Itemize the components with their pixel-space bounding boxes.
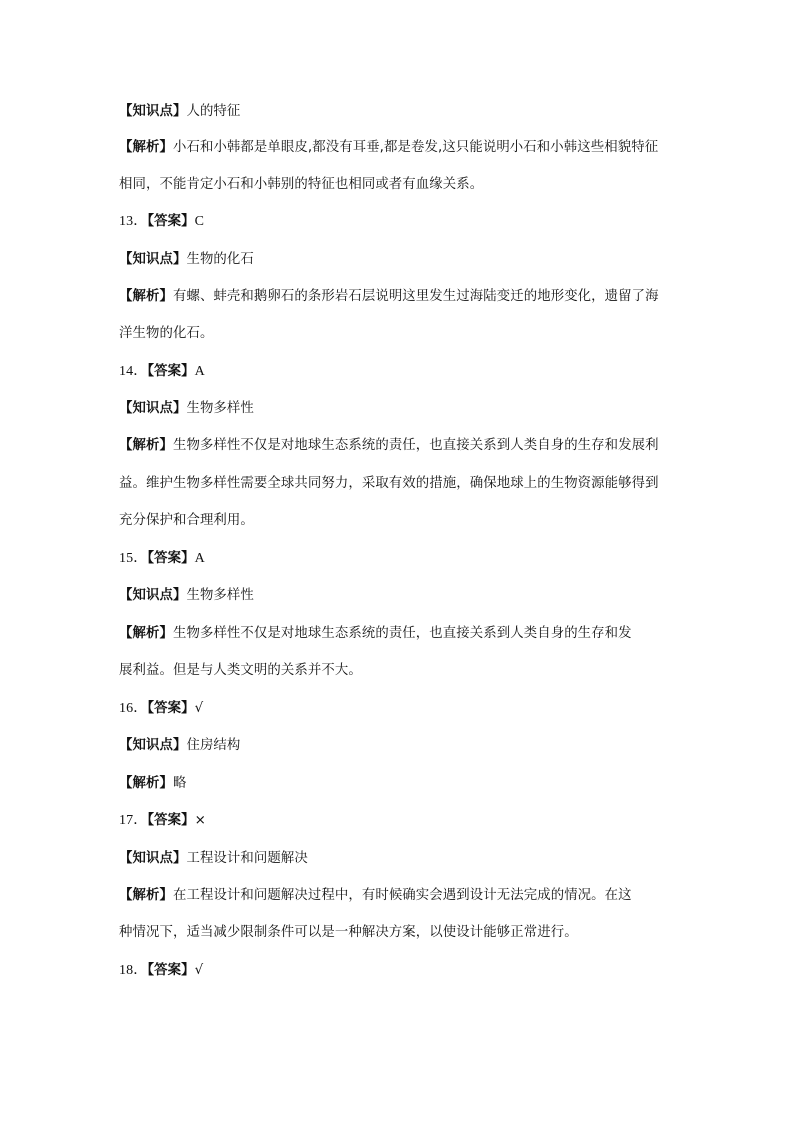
analysis-line-q15-2 bbox=[119, 661, 689, 681]
analysis-label: 【解析】 bbox=[119, 438, 173, 453]
analysis-line-q14-2 bbox=[119, 474, 689, 494]
analysis-text: 略 bbox=[172, 776, 187, 791]
answer-label: 【答案】 bbox=[147, 551, 195, 566]
analysis-text: 充分保护和合理利用。 bbox=[119, 513, 254, 528]
answer-line-q18 bbox=[119, 961, 689, 981]
answer-line-q13 bbox=[119, 212, 689, 232]
analysis-line-q13-1 bbox=[119, 287, 689, 307]
answer-value: × bbox=[194, 813, 206, 828]
analysis-line-q17-2 bbox=[119, 923, 689, 943]
analysis-text: 生物多样性不仅是对地球生态系统的责任，也直接关系到人类自身的生存和发 bbox=[172, 626, 632, 641]
answer-value: C bbox=[194, 214, 205, 229]
knowledge-line-q15 bbox=[119, 586, 689, 606]
answer-label: 【答案】 bbox=[147, 701, 195, 716]
analysis-line-q13-2 bbox=[119, 324, 689, 344]
analysis-text: 益。维护生物多样性需要全球共同努力，采取有效的措施，确保地球上的生物资源能够得到 bbox=[119, 476, 659, 491]
analysis-label: 【解析】 bbox=[119, 888, 173, 903]
knowledge-text: 生物多样性 bbox=[186, 401, 254, 416]
answer-value: √ bbox=[194, 963, 204, 978]
answer-label: 【答案】 bbox=[147, 813, 195, 828]
knowledge-text: 人的特征 bbox=[186, 104, 241, 119]
question-number: 15． bbox=[119, 551, 148, 566]
answer-line-q14 bbox=[119, 362, 689, 382]
analysis-text: 洋生物的化石。 bbox=[119, 326, 214, 341]
analysis-line-q15-1 bbox=[119, 624, 689, 644]
analysis-line-q17-1 bbox=[119, 886, 689, 906]
answer-label: 【答案】 bbox=[147, 364, 195, 379]
answer-label: 【答案】 bbox=[147, 963, 195, 978]
analysis-line-q14-1 bbox=[119, 436, 689, 456]
analysis-text: 小石和小韩都是单眼皮,都没有耳垂,都是卷发,这只能说明小石和小韩这些相貌特征 bbox=[172, 140, 659, 155]
analysis-text: 相同，不能肯定小石和小韩别的特征也相同或者有血缘关系。 bbox=[119, 177, 484, 192]
analysis-line-q16-1 bbox=[119, 774, 689, 794]
analysis-text: 展利益。但是与人类文明的关系并不大。 bbox=[119, 663, 362, 678]
knowledge-label: 【知识点】 bbox=[119, 738, 187, 753]
knowledge-label: 【知识点】 bbox=[119, 252, 187, 267]
analysis-line-q14-3 bbox=[119, 511, 689, 531]
question-number: 18． bbox=[119, 963, 148, 978]
knowledge-line-q17 bbox=[119, 849, 689, 869]
answer-line-q15 bbox=[119, 549, 689, 569]
question-number: 17． bbox=[119, 813, 148, 828]
analysis-label: 【解析】 bbox=[119, 626, 173, 641]
knowledge-label: 【知识点】 bbox=[119, 851, 187, 866]
answer-line-q16 bbox=[119, 699, 689, 719]
answer-line-q17 bbox=[119, 811, 689, 831]
analysis-label: 【解析】 bbox=[119, 289, 173, 304]
knowledge-label: 【知识点】 bbox=[119, 401, 187, 416]
answer-value: A bbox=[194, 364, 205, 379]
knowledge-text: 工程设计和问题解决 bbox=[186, 851, 308, 866]
answer-value: √ bbox=[194, 701, 204, 716]
knowledge-line-q12 bbox=[119, 102, 689, 122]
answer-value: A bbox=[194, 551, 205, 566]
analysis-line-q12-2 bbox=[119, 175, 689, 195]
question-number: 16． bbox=[119, 701, 148, 716]
question-number: 14． bbox=[119, 364, 148, 379]
knowledge-label: 【知识点】 bbox=[119, 104, 187, 119]
analysis-text: 有螺、蚌壳和鹅卵石的条形岩石层说明这里发生过海陆变迁的地形变化，遗留了海 bbox=[172, 289, 659, 304]
knowledge-text: 生物的化石 bbox=[186, 252, 254, 267]
answer-label: 【答案】 bbox=[147, 214, 195, 229]
knowledge-line-q14 bbox=[119, 399, 689, 419]
analysis-text: 种情况下，适当减少限制条件可以是一种解决方案，以使设计能够正常进行。 bbox=[119, 925, 578, 940]
knowledge-line-q13 bbox=[119, 250, 689, 270]
analysis-text: 生物多样性不仅是对地球生态系统的责任，也直接关系到人类自身的生存和发展利 bbox=[172, 438, 659, 453]
knowledge-text: 住房结构 bbox=[186, 738, 241, 753]
analysis-label: 【解析】 bbox=[119, 140, 173, 155]
knowledge-label: 【知识点】 bbox=[119, 588, 187, 603]
analysis-line-q12-1 bbox=[119, 138, 689, 158]
analysis-text: 在工程设计和问题解决过程中，有时候确实会遇到设计无法完成的情况。在这 bbox=[172, 888, 632, 903]
knowledge-text: 生物多样性 bbox=[186, 588, 254, 603]
analysis-label: 【解析】 bbox=[119, 776, 173, 791]
knowledge-line-q16 bbox=[119, 736, 689, 756]
question-number: 13． bbox=[119, 214, 148, 229]
